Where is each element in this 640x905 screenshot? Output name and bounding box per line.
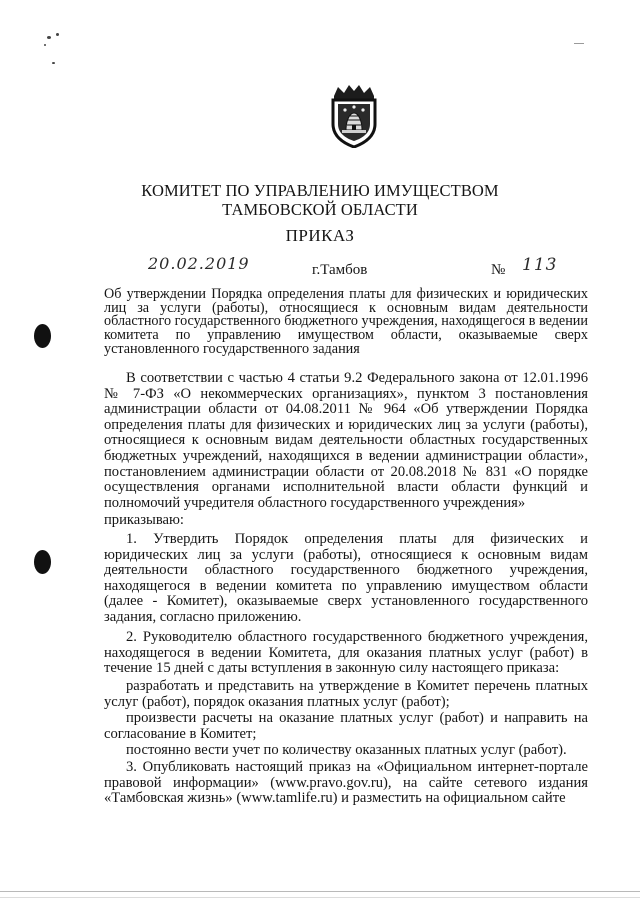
document-subject: Об утверждении Порядка определения платы для физических и юридических лиц за услуги (работы), относящиеся к основным видам деятельности областного государственного бюджетного учреждения, находящегося в ведении комитета по управлению имуществом области, оказываемые сверх установленного государственного задания (104, 286, 588, 357)
punch-hole (34, 550, 51, 574)
scan-mark (574, 43, 584, 44)
scan-edge (0, 891, 640, 892)
item-2-paragraph: 2. Руководителю областного государственного бюджетного учреждения, находящегося в ведении Комитета, для оказания платных услуг (работ) в течение 15 дней с даты вступления в законную силу настоящего приказа: (104, 629, 588, 677)
handwritten-date: 20.02.2019 (148, 254, 250, 273)
scan-speck (44, 44, 46, 46)
item-2b-paragraph: произвести расчеты на оказание платных услуг (работ) и направить на согласование в Комитет; (104, 710, 588, 742)
tambov-coat-of-arms-icon (328, 84, 380, 148)
city: г.Тамбов (312, 262, 368, 278)
preamble-paragraph: В соответствии с частью 4 статьи 9.2 Федерального закона от 12.01.1996 № 7-ФЗ «О некоммерческих организациях», пунктом 3 постановления администрации области от 04.08.2011 № 964 «Об утверждении Порядка определения платы для физических и юридических лиц за услуги (работы), относящиеся к основным видам деятельности областных государственных бюджетных учреждений, находящихся в ведении администрации области», постановлением администрации области от 20.08.2018 № 831 «О порядке осуществления органами исполнительной власти области функций и полномочий учредителя областного государственного учреждения» (104, 370, 588, 511)
scan-mark (0, 897, 640, 898)
handwritten-number: 113 (522, 255, 558, 275)
item-3-paragraph: 3. Опубликовать настоящий приказ на «Официальном интернет-портале правовой информации» (www.pravo.gov.ru), на сайте сетевого издания «Тамбовская жизнь» (www.tamlife.ru) и разместить на официальном сайте (104, 759, 588, 807)
punch-hole (34, 324, 51, 348)
organization-name: КОМИТЕТ ПО УПРАВЛЕНИЮ ИМУЩЕСТВОМ (141, 181, 499, 200)
scan-speck (47, 36, 51, 39)
document-type: ПРИКАЗ (285, 226, 355, 245)
order-word: приказываю: (104, 512, 184, 528)
item-2a-paragraph: разработать и представить на утверждение в Комитет перечень платных услуг (работ), порядок оказания платных услуг (работ); (104, 678, 588, 710)
scan-speck (52, 62, 55, 64)
item-1-paragraph: 1. Утвердить Порядок определения платы для физических и юридических лиц за услуги (работы), относящиеся к основным видам деятельности областного государственного бюджетного учреждения, находящегося в ведении комитета по управлению имуществом области (далее - Комитет), оказываемые сверх установленного государственного задания, согласно приложению. (104, 531, 588, 625)
organization-region: ТАМБОВСКОЙ ОБЛАСТИ (222, 200, 418, 219)
scan-speck (56, 33, 59, 36)
item-2c-paragraph: постоянно вести учет по количеству оказанных платных услуг (работ). (126, 742, 567, 758)
number-label: № (491, 262, 506, 278)
